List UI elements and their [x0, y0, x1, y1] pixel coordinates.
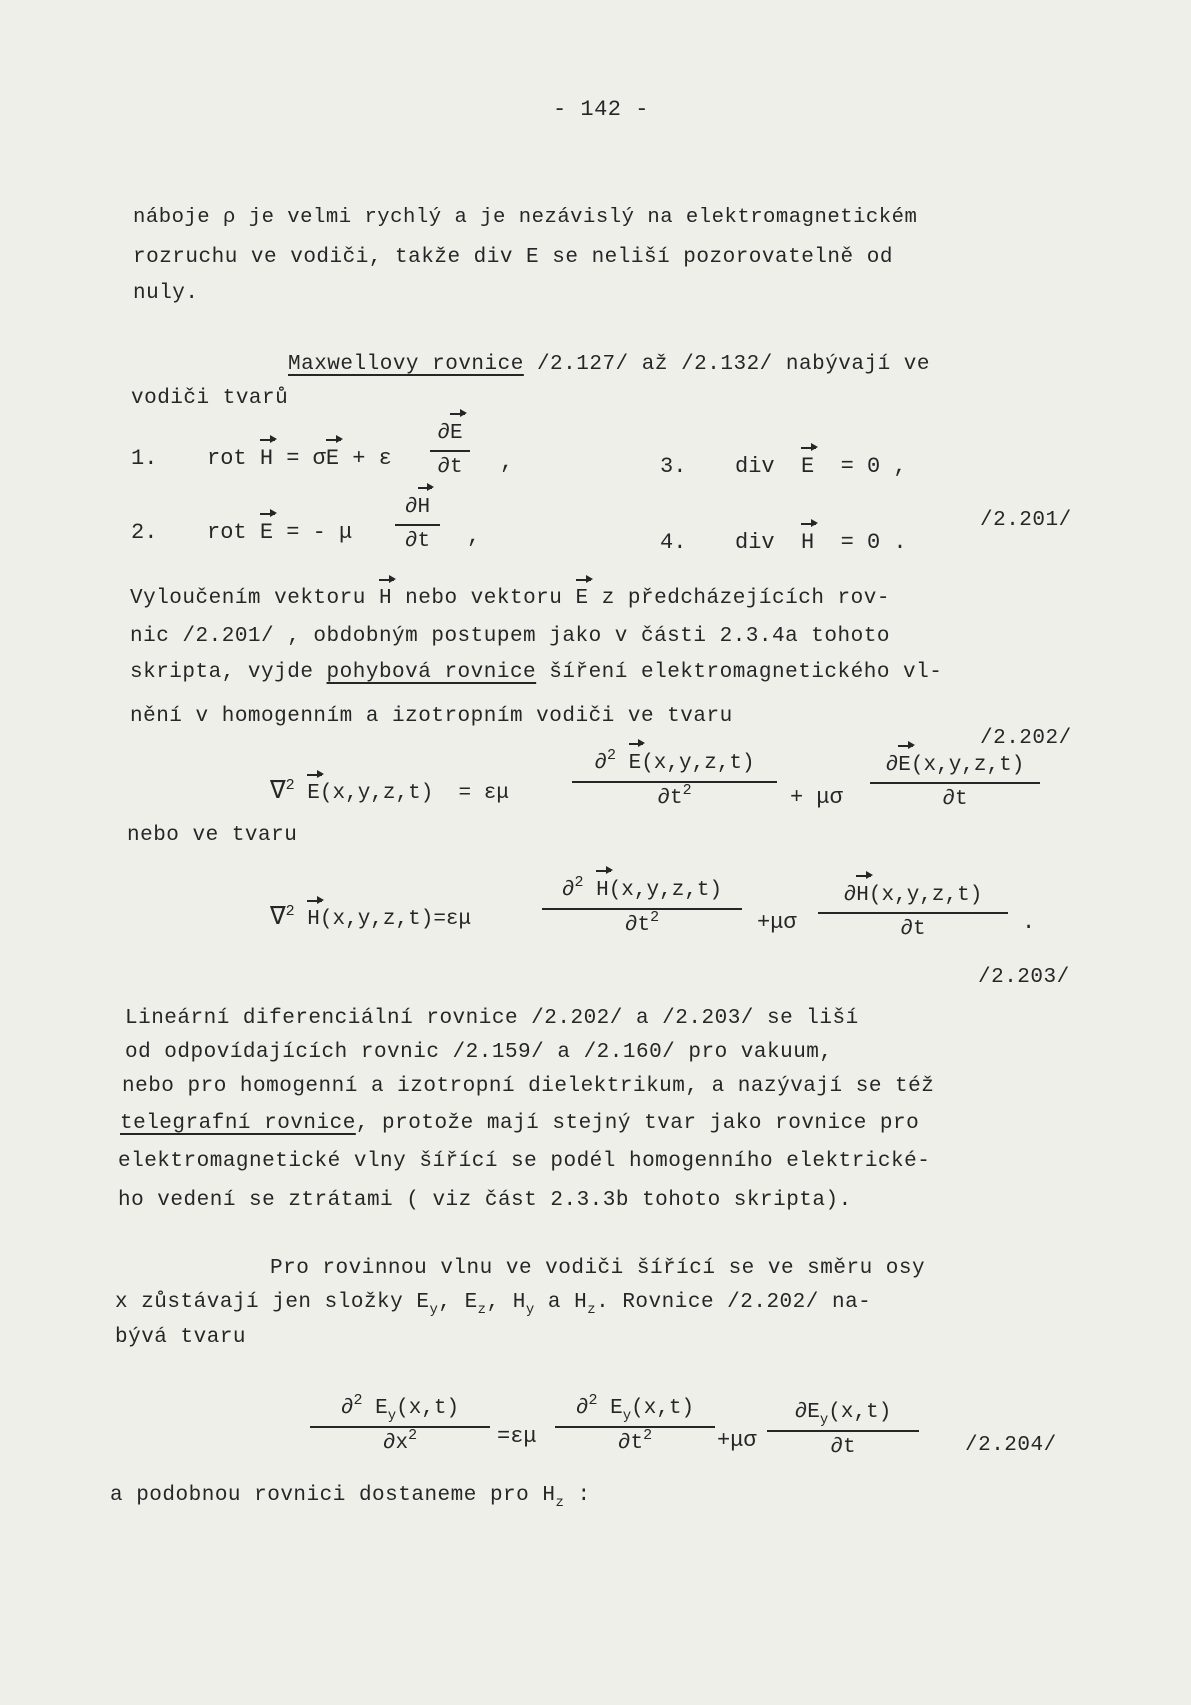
para4-line2: x zůstávají jen složky $E_y$, $E_z$, $H_y$ a $H_z$. Rovnice /2.202/ na- [115, 1291, 872, 1318]
eq204-plus: +μσ [717, 1428, 757, 1453]
telegrafni-rovnice: telegrafní rovnice [120, 1112, 356, 1135]
eq4-label: 4. [660, 530, 687, 555]
para3-line4: telegrafní rovnice, protože mají stejný tvar jako rovnice pro [120, 1112, 920, 1135]
final-line: a podobnou rovnici dostaneme pro $H_z$ : [110, 1484, 591, 1511]
eq202-lhs: ∇$^2$ E(x,y,z,t) = εμ [270, 776, 509, 806]
eq4-body: div H = 0 . [735, 530, 907, 555]
eq1-lhs: rot H = σE + ε [207, 446, 392, 471]
para4-line3: bývá tvaru [115, 1326, 247, 1349]
para4-line1: Pro rovinnou vlnu ve vodiči šířící se ve směru osy [270, 1257, 926, 1280]
maxwell-heading-line: Maxwellovy rovnice /2.127/ až /2.132/ nabývají ve [288, 353, 931, 376]
eq204-frac0: ∂$^2$ $E_y(x,t)$ $\partial x^2$ [310, 1395, 490, 1459]
eq203-plus: +μσ [757, 910, 797, 935]
eq203-frac1: ∂$^2$ H(x,y,z,t) $\partial t^2$ [542, 877, 742, 941]
eq203-dot: . [1022, 910, 1036, 935]
eq202-plus: + μσ [790, 785, 843, 810]
para2-line1: Vyloučením vektoru H nebo vektoru E z předcházejících rov- [130, 587, 890, 610]
page-number: - 142 - [553, 97, 649, 122]
para3-line3: nebo pro homogenní a izotropní dielektrikum, a nazývají se též [122, 1075, 935, 1098]
eq202-frac1: ∂$^2$ E(x,y,z,t) $\partial t^2$ [572, 750, 777, 814]
para1-line2: rozruchu ve vodiči, takže div E se neliší pozorovatelně od [133, 246, 893, 269]
or-form-text: nebo ve tvaru [127, 824, 298, 847]
eq2-comma: , [467, 524, 481, 549]
eq2-lhs: rot E = - μ [207, 520, 353, 545]
para3-line1: Lineární diferenciální rovnice /2.202/ a /2.203/ se liší [125, 1007, 859, 1030]
para2-line2: nic /2.201/ , obdobným postupem jako v části 2.3.4a tohoto [130, 625, 890, 648]
para1-line1: náboje ρ je velmi rychlý a je nezávislý na elektromagnetickém [133, 206, 918, 229]
pohybova-rovnice: pohybová rovnice [326, 661, 537, 684]
eq1-fraction: ∂E ∂t [430, 420, 470, 482]
eq1-label: 1. [131, 446, 158, 471]
eq3-label: 3. [660, 454, 687, 479]
eq203-frac2: ∂H(x,y,z,t) ∂t [818, 882, 1008, 944]
para2-line4: nění v homogenním a izotropním vodiči ve tvaru [130, 705, 733, 728]
para3-line5: elektromagnetické vlny šířící se podél homogenního elektrické- [118, 1150, 931, 1173]
eq2-label: 2. [131, 520, 158, 545]
maxwell-line2: vodiči tvarů [131, 387, 289, 410]
eq201-ref: /2.201/ [980, 509, 1072, 532]
eq204-frac1: ∂$^2$ $E_y(x,t)$ $\partial t^2$ [555, 1395, 715, 1459]
eq203-lhs: ∇$^2$ H(x,y,z,t)=εμ [270, 902, 472, 932]
maxwell-heading: Maxwellovy rovnice [288, 353, 524, 376]
eq202-ref: /2.202/ [980, 727, 1072, 750]
eq202-frac2: ∂E(x,y,z,t) ∂t [870, 752, 1040, 814]
eq204-eq: =εμ [497, 1424, 537, 1449]
para1-line3: nuly. [133, 282, 199, 305]
para3-line2: od odpovídajících rovnic /2.159/ a /2.160/ pro vakuum, [125, 1041, 833, 1064]
eq1-comma: , [500, 450, 514, 475]
eq3-body: div E = 0 , [735, 454, 907, 479]
para2-line3: skripta, vyjde pohybová rovnice šíření elektromagnetického vl- [130, 661, 943, 684]
eq2-fraction: ∂H ∂t [395, 494, 440, 556]
eq204-frac2: $\partial E_y(x,t)$ ∂t [767, 1399, 919, 1462]
eq204-ref: /2.204/ [965, 1434, 1057, 1457]
para3-line6: ho vedení se ztrátami ( viz část 2.3.3b tohoto skripta). [118, 1189, 852, 1212]
eq203-ref: /2.203/ [978, 966, 1070, 989]
